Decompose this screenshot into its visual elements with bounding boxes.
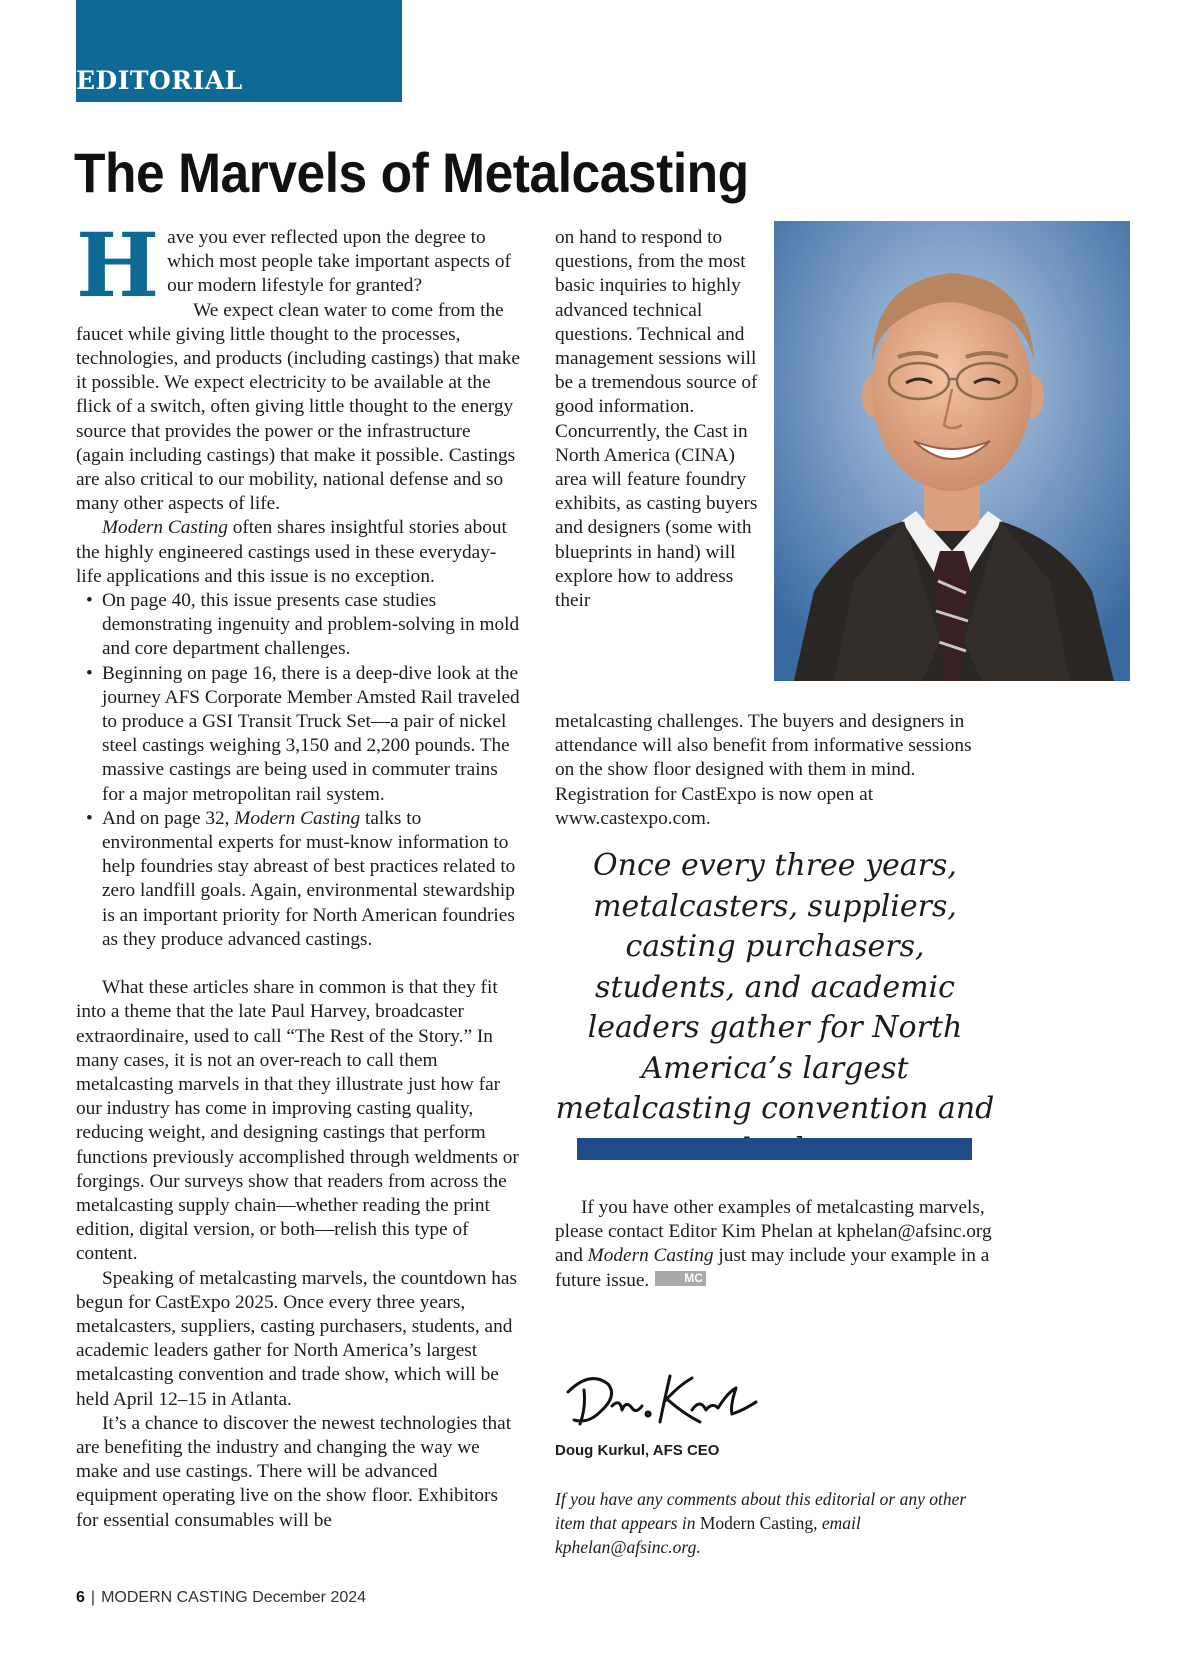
comments-note: If you have any comments about this editorial or any other item that appears in Modern Casting, email kphelan@afsinc.org. <box>555 1489 967 1557</box>
left-column <box>76 213 520 1533</box>
publication-name: Modern Casting <box>587 1245 714 1267</box>
issue-date: December 2024 <box>252 1589 367 1606</box>
end-mark-logo: MC <box>655 1271 706 1286</box>
footer-separator: | <box>90 1589 96 1606</box>
section-label: EDITORIAL <box>76 66 243 95</box>
body-paragraph: It’s a chance to discover the newest technologies that are benefiting the industry and changing the way we make and use castings. There will be advanced equipment operating live on the show floor. Exhibitors for essential consumables will be <box>76 1412 512 1531</box>
publication-title: MODERN CASTING <box>101 1589 248 1606</box>
intro-text: ave you ever reflected upon the degree to which most people take important aspects of our modern lifestyle for granted? <box>167 227 511 297</box>
body-paragraph: Speaking of metalcasting marvels, the countdown has begun for CastExpo 2025. Once every three years, metalcasters, suppliers, casting purchasers, students, and academic leaders gather for North America’s largest metalcasting convention and trade show, which will be held April 12–15 in Atlanta. <box>76 1267 517 1410</box>
publication-name: Modern Casting <box>699 1513 814 1533</box>
body-paragraph: What these articles share in common is that they fit into a theme that the late Paul Harvey, broadcaster extraordinaire, used to call “The Rest of the Story.” In many cases, it is not an over-reach to call them metalcasting marvels in that they illustrate just how far our industry has come in improving casting quality, reducing weight, and designing castings that perform functions previously accomplished through weldments or forgings. Our surveys show that readers from across the metalcasting supply chain—whether reading the print edition, digital version, or both—relish this type of content. <box>76 977 519 1265</box>
contact-paragraph: If you have other examples of metalcasting marvels, please contact Editor Kim Phelan at kphelan@afsinc.org and Modern Casting just may include your example in a future issue. MC <box>555 1197 992 1291</box>
page-footer <box>76 1589 366 1607</box>
spacer <box>76 952 520 976</box>
page-number: 6 <box>76 1589 85 1606</box>
page-title: The Marvels of Metalcasting <box>74 141 749 204</box>
signatory-name: Doug Kurkul, AFS CEO <box>555 1442 720 1459</box>
publication-name: Modern Casting <box>102 517 228 539</box>
author-photo <box>774 221 1130 681</box>
list-item: • Beginning on page 16, there is a deep-dive look at the journey AFS Corporate Member Amsted Rail traveled to produce a GSI Transit Truck Set—a pair of nickel steel castings weighing 3,150 and 2,200 pounds. The massive castings are being used in commuter trains for a major metropolitan rail system. <box>76 662 520 807</box>
portrait-illustration <box>774 221 1130 681</box>
highlights-list <box>76 589 520 952</box>
publication-name: Modern Casting <box>234 807 361 829</box>
drop-cap: H <box>76 213 160 317</box>
list-item: • And on page 32, Modern Casting talks to environmental experts for must-know information to help foundries stay abreast of best practices related to zero landfill goals. Again, environmental stewardship is an important priority for North American foundries as they produce advanced castings. <box>76 807 520 952</box>
pull-quote: Once every three years, metalcasters, suppliers, casting purchasers, students, and academic leaders gather for North America’s largest metalcasting convention and <box>555 848 995 1126</box>
intro-paragraph <box>76 213 520 317</box>
right-column-text: metalcasting challenges. The buyers and designers in attendance will also benefit from informative sessions on the show floor designed with them in mind. Registration for CastExpo is now open at www.castexpo.com. <box>555 711 972 829</box>
body-paragraph: Modern Casting often shares insightful stories about the highly engineered castings used in these everyday-life applications and this issue is no exception. <box>76 517 507 587</box>
signature-image <box>560 1362 780 1432</box>
body-paragraph: We expect clean water to come from the faucet while giving little thought to the processes, technologies, and products (including castings) that make it possible. We expect electricity to be available at the flick of a switch, often giving little thought to the energy source that provides the power or the infrastructure (again including castings) that make it possible. Castings are also critical to our mobility, national defense and so many other aspects of life. <box>76 299 520 515</box>
right-column-narrow: on hand to respond to questions, from the most basic inquiries to highly advanced technical questions. Technical and management sessions will be a tremendous source of good information. Concurrently, the Cast in North America (CINA) area will feature foundry exhibits, as casting buyers and designers (some with blueprints in hand) will explore how to address their <box>555 227 758 612</box>
pull-quote-rule <box>577 1138 972 1160</box>
list-item: • On page 40, this issue presents case studies demonstrating ingenuity and problem-solving in mold and core department challenges. <box>76 589 520 662</box>
